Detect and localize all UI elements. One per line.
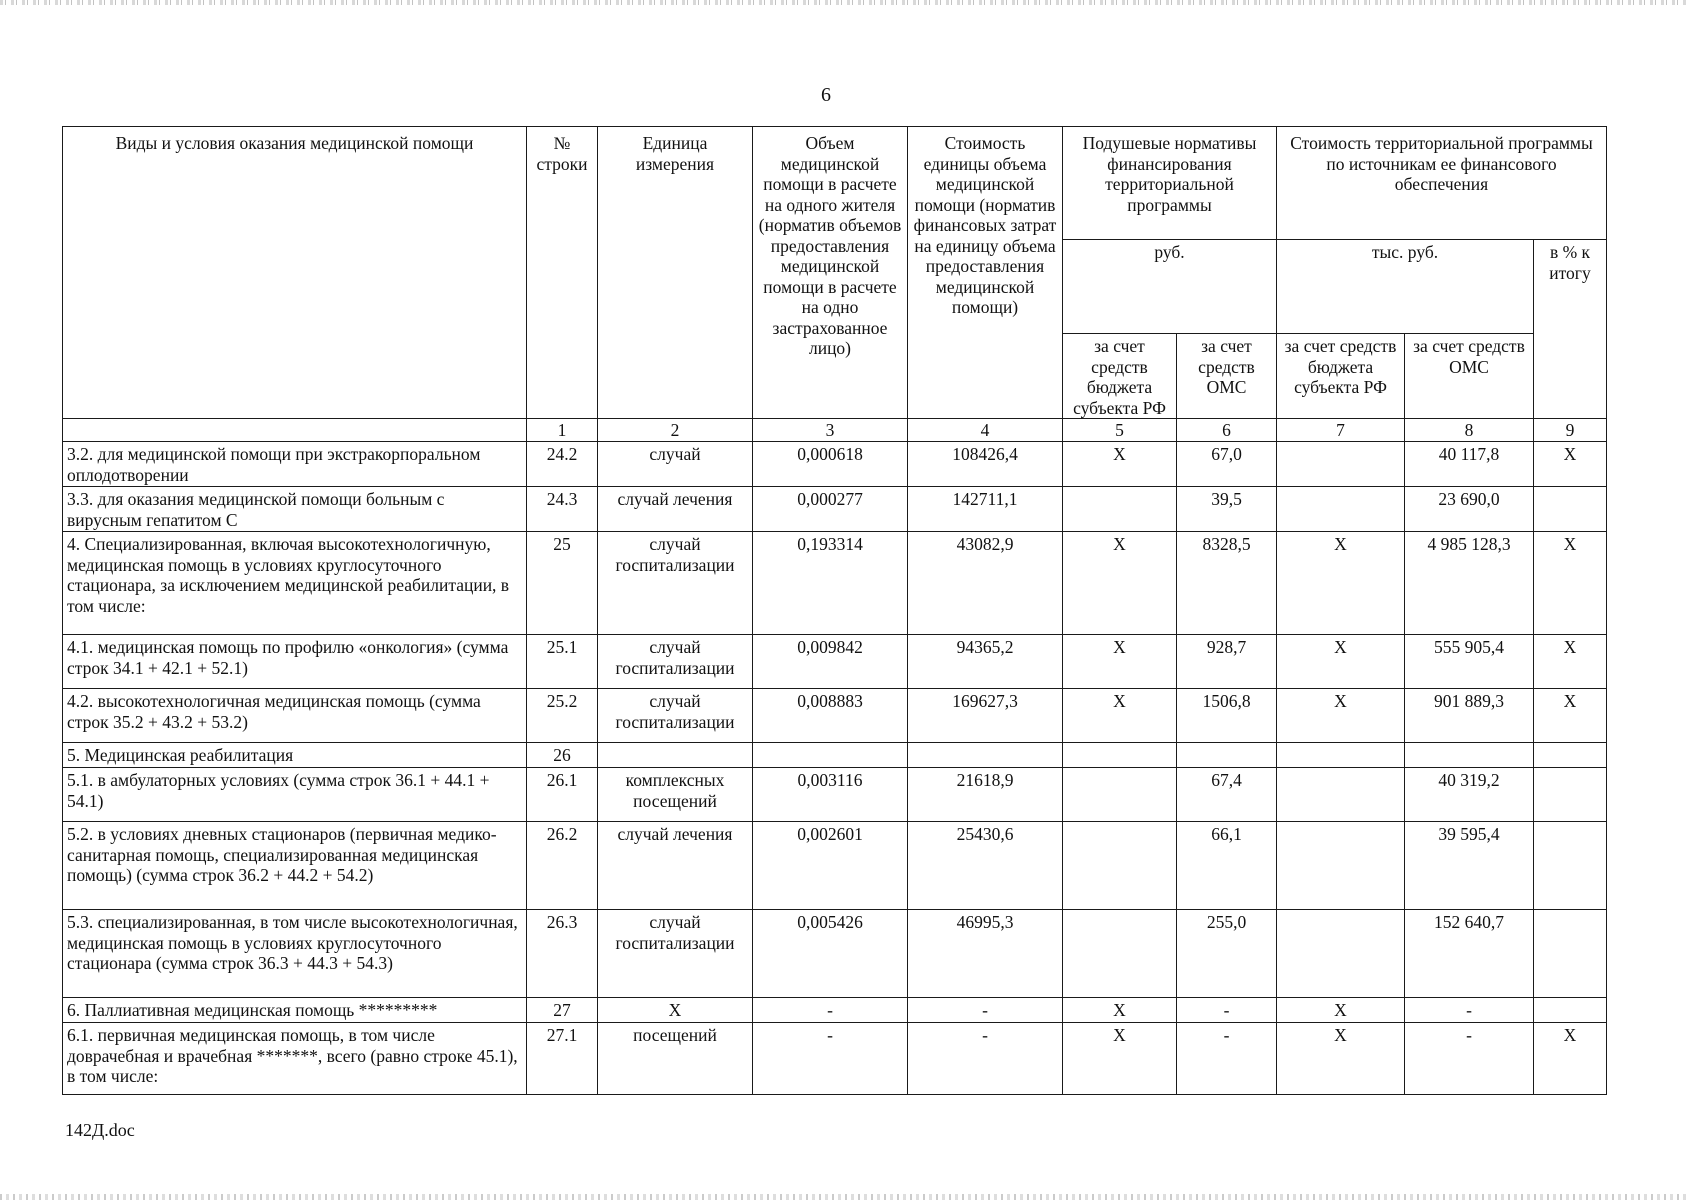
row-unit: случай госпитализации: [598, 910, 753, 998]
row-program-budget: [1277, 910, 1405, 998]
row-per-capita-budget: [1063, 910, 1177, 998]
row-per-capita-oms: 66,1: [1177, 822, 1277, 910]
row-per-capita-oms: 928,7: [1177, 635, 1277, 689]
column-number: 3: [753, 419, 908, 442]
row-per-capita-oms: 1506,8: [1177, 689, 1277, 743]
row-program-budget: [1277, 768, 1405, 822]
row-volume: [753, 743, 908, 768]
row-number: 24.3: [527, 487, 598, 532]
row-cost: 43082,9: [908, 532, 1063, 635]
row-unit: случай лечения: [598, 822, 753, 910]
row-volume: 0,193314: [753, 532, 908, 635]
medical-care-cost-table: [62, 126, 1607, 1095]
table-row: [63, 532, 1607, 635]
row-program-budget: X: [1277, 1023, 1405, 1095]
row-unit: случай: [598, 442, 753, 487]
row-name: 5. Медицинская реабилитация: [63, 743, 527, 768]
row-pct-of-total: [1534, 998, 1607, 1023]
header-row-1: [63, 127, 1607, 240]
row-name: 3.2. для медицинской помощи при экстракорпоральном оплодотворении: [63, 442, 527, 487]
column-number: [63, 419, 527, 442]
row-volume: 0,009842: [753, 635, 908, 689]
row-pct-of-total: [1534, 822, 1607, 910]
row-name: 6. Паллиативная медицинская помощь *********: [63, 998, 527, 1023]
row-per-capita-budget: X: [1063, 635, 1177, 689]
row-per-capita-budget: [1063, 487, 1177, 532]
row-pct-of-total: [1534, 910, 1607, 998]
table-row: [63, 442, 1607, 487]
header-volume: Объем медицинской помощи в расчете на одного жителя (норматив объемов предоставления медицинской помощи в расчете на одно застрахованное лицо): [753, 127, 908, 419]
row-pct-of-total: [1534, 487, 1607, 532]
table-row: [63, 635, 1607, 689]
row-volume: 0,002601: [753, 822, 908, 910]
row-number: 26.2: [527, 822, 598, 910]
header-pct-of-total: в % к итогу: [1534, 240, 1607, 419]
row-pct-of-total: X: [1534, 532, 1607, 635]
column-number: 4: [908, 419, 1063, 442]
row-name: 3.3. для оказания медицинской помощи больным с вирусным гепатитом С: [63, 487, 527, 532]
row-cost: 108426,4: [908, 442, 1063, 487]
header-per-capita-budget: за счет средств бюджета субъекта РФ: [1063, 334, 1177, 419]
row-per-capita-budget: [1063, 822, 1177, 910]
row-cost: -: [908, 1023, 1063, 1095]
row-volume: 0,005426: [753, 910, 908, 998]
row-volume: 0,000618: [753, 442, 908, 487]
row-per-capita-budget: X: [1063, 1023, 1177, 1095]
header-unit-rub: руб.: [1063, 240, 1277, 334]
row-pct-of-total: X: [1534, 442, 1607, 487]
row-name: 5.2. в условиях дневных стационаров (первичная медико-санитарная помощь, специализированная медицинская помощь) (сумма строк 36.2 + 44.2 + 54.2): [63, 822, 527, 910]
row-unit: случай лечения: [598, 487, 753, 532]
table-row: [63, 768, 1607, 822]
row-program-oms: 555 905,4: [1405, 635, 1534, 689]
column-number: 6: [1177, 419, 1277, 442]
row-per-capita-oms: 39,5: [1177, 487, 1277, 532]
row-unit: комплексных посещений: [598, 768, 753, 822]
row-per-capita-oms: [1177, 743, 1277, 768]
column-number: 5: [1063, 419, 1177, 442]
row-cost: -: [908, 998, 1063, 1023]
header-program-cost: Стоимость территориальной программы по источникам ее финансового обеспечения: [1277, 127, 1607, 240]
row-number: 26: [527, 743, 598, 768]
row-program-oms: -: [1405, 998, 1534, 1023]
row-number: 27: [527, 998, 598, 1023]
row-pct-of-total: X: [1534, 635, 1607, 689]
row-program-budget: X: [1277, 998, 1405, 1023]
table-row: [63, 822, 1607, 910]
row-program-oms: 152 640,7: [1405, 910, 1534, 998]
row-volume: -: [753, 998, 908, 1023]
row-name: 5.3. специализированная, в том числе высокотехнологичная, медицинская помощь в условиях круглосуточного стационара (сумма строк 36.3 + 44.3 + 54.3): [63, 910, 527, 998]
row-pct-of-total: [1534, 768, 1607, 822]
table-row: [63, 487, 1607, 532]
row-program-budget: [1277, 822, 1405, 910]
row-cost: 94365,2: [908, 635, 1063, 689]
row-program-oms: -: [1405, 1023, 1534, 1095]
row-program-budget: [1277, 442, 1405, 487]
column-number-row: [63, 419, 1607, 442]
footer-doc-name: 142Д.doc: [65, 1120, 135, 1140]
page-number: 6: [821, 84, 831, 106]
table-row: [63, 910, 1607, 998]
header-kinds: Виды и условия оказания медицинской помощи: [63, 127, 527, 419]
row-per-capita-budget: X: [1063, 998, 1177, 1023]
row-number: 26.1: [527, 768, 598, 822]
header-cost: Стоимость единицы объема медицинской помощи (норматив финансовых затрат на единицу объема предоставления медицинской помощи): [908, 127, 1063, 419]
column-number: 9: [1534, 419, 1607, 442]
header-unit: Единица измерения: [598, 127, 753, 419]
column-number: 8: [1405, 419, 1534, 442]
row-program-budget: [1277, 743, 1405, 768]
row-volume: 0,008883: [753, 689, 908, 743]
row-program-oms: 40 319,2: [1405, 768, 1534, 822]
table-row: [63, 1023, 1607, 1095]
row-number: 24.2: [527, 442, 598, 487]
row-number: 25.1: [527, 635, 598, 689]
row-program-oms: 23 690,0: [1405, 487, 1534, 532]
table-row: [63, 689, 1607, 743]
header-per-capita: Подушевые нормативы финансирования территориальной программы: [1063, 127, 1277, 240]
row-per-capita-budget: X: [1063, 442, 1177, 487]
row-volume: -: [753, 1023, 908, 1095]
row-program-budget: [1277, 487, 1405, 532]
row-program-budget: X: [1277, 689, 1405, 743]
row-per-capita-oms: 67,0: [1177, 442, 1277, 487]
row-number: 25.2: [527, 689, 598, 743]
row-per-capita-budget: [1063, 743, 1177, 768]
row-program-oms: 901 889,3: [1405, 689, 1534, 743]
row-cost: [908, 743, 1063, 768]
row-cost: 21618,9: [908, 768, 1063, 822]
row-number: 26.3: [527, 910, 598, 998]
scan-edge-top: [0, 0, 1686, 5]
header-unit-thousand-rub: тыс. руб.: [1277, 240, 1534, 334]
row-pct-of-total: X: [1534, 1023, 1607, 1095]
row-per-capita-budget: X: [1063, 689, 1177, 743]
row-cost: 25430,6: [908, 822, 1063, 910]
row-program-oms: 4 985 128,3: [1405, 532, 1534, 635]
row-volume: 0,000277: [753, 487, 908, 532]
row-volume: 0,003116: [753, 768, 908, 822]
row-program-budget: X: [1277, 532, 1405, 635]
row-pct-of-total: [1534, 743, 1607, 768]
row-cost: 169627,3: [908, 689, 1063, 743]
row-per-capita-oms: 67,4: [1177, 768, 1277, 822]
row-per-capita-budget: [1063, 768, 1177, 822]
column-number: 2: [598, 419, 753, 442]
row-per-capita-budget: X: [1063, 532, 1177, 635]
row-name: 5.1. в амбулаторных условиях (сумма строк 36.1 + 44.1 + 54.1): [63, 768, 527, 822]
row-unit: [598, 743, 753, 768]
row-unit: случай госпитализации: [598, 532, 753, 635]
row-unit: случай госпитализации: [598, 689, 753, 743]
row-cost: 46995,3: [908, 910, 1063, 998]
row-per-capita-oms: 255,0: [1177, 910, 1277, 998]
row-name: 4.1. медицинская помощь по профилю «онкология» (сумма строк 34.1 + 42.1 + 52.1): [63, 635, 527, 689]
row-program-budget: X: [1277, 635, 1405, 689]
column-number: 1: [527, 419, 598, 442]
row-per-capita-oms: -: [1177, 998, 1277, 1023]
table-row: [63, 743, 1607, 768]
row-program-oms: 39 595,4: [1405, 822, 1534, 910]
row-per-capita-oms: 8328,5: [1177, 532, 1277, 635]
row-number: 25: [527, 532, 598, 635]
header-program-oms: за счет средств ОМС: [1405, 334, 1534, 419]
row-per-capita-oms: -: [1177, 1023, 1277, 1095]
row-unit: случай госпитализации: [598, 635, 753, 689]
column-number: 7: [1277, 419, 1405, 442]
header-row-no: № строки: [527, 127, 598, 419]
row-name: 6.1. первичная медицинская помощь, в том числе доврачебная и врачебная *******, всего (равно строке 45.1), в том числе:: [63, 1023, 527, 1095]
row-number: 27.1: [527, 1023, 598, 1095]
row-unit: посещений: [598, 1023, 753, 1095]
header-program-budget: за счет средств бюджета субъекта РФ: [1277, 334, 1405, 419]
row-name: 4.2. высокотехнологичная медицинская помощь (сумма строк 35.2 + 43.2 + 53.2): [63, 689, 527, 743]
row-program-oms: 40 117,8: [1405, 442, 1534, 487]
row-name: 4. Специализированная, включая высокотехнологичную, медицинская помощь в условиях круглосуточного стационара, за исключением медицинской реабилитации, в том числе:: [63, 532, 527, 635]
row-pct-of-total: X: [1534, 689, 1607, 743]
row-unit: X: [598, 998, 753, 1023]
row-program-oms: [1405, 743, 1534, 768]
table-row: [63, 998, 1607, 1023]
row-cost: 142711,1: [908, 487, 1063, 532]
scan-edge-bottom: [0, 1194, 1686, 1200]
header-per-capita-oms: за счет средств ОМС: [1177, 334, 1277, 419]
